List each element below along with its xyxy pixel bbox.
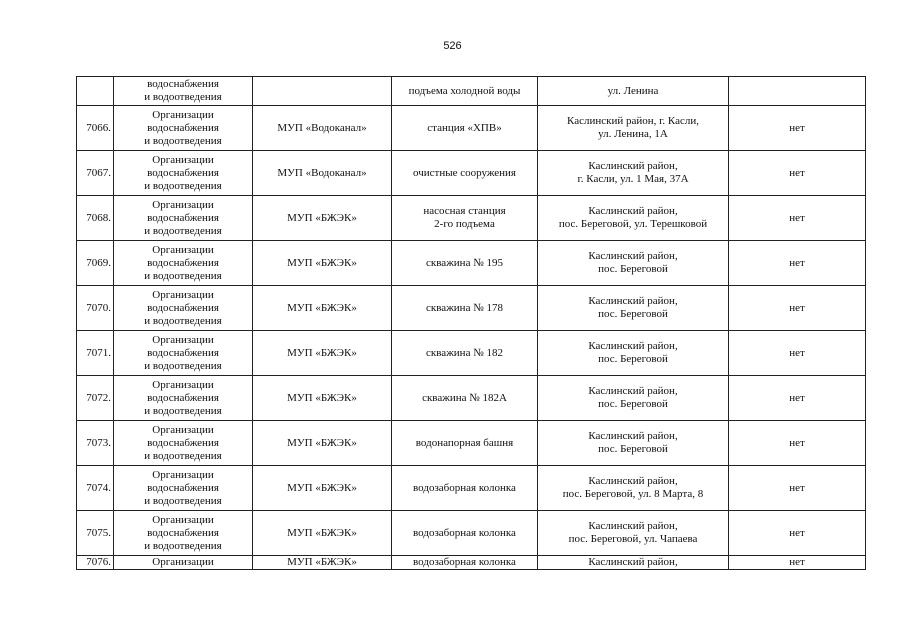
address-cell [538,241,729,286]
address-line: Каслинский район, [588,520,678,532]
table-row [77,421,866,466]
row-number-cell [77,376,114,421]
facility-cell [392,241,538,286]
address-line: ул. Ленина [607,84,659,97]
row-number-cell [77,241,114,286]
table-row [77,556,866,570]
operator-name: МУП «БЖЭК» [287,301,357,314]
organization-type-line: водоснабжения [147,391,219,404]
row-number: 7073. [86,436,111,449]
row-number-cell [77,466,114,511]
row-number: 7070. [86,301,111,314]
row-number-cell [77,421,114,466]
organization-type-line: Организации [152,423,214,436]
registry-table-body [77,77,866,570]
operator-cell [253,511,392,556]
table-row [77,511,866,556]
page-number: 526 [443,40,462,52]
status-cell [729,511,866,556]
status-value: нет [789,436,805,449]
organization-type-line: водоснабжения [147,121,219,134]
operator-name: МУП «Водоканал» [277,166,367,179]
organization-type-line: и водоотведения [144,269,222,282]
operator-name: МУП «БЖЭК» [287,526,357,539]
address-line: пос. Береговой [598,443,668,455]
table-row [77,376,866,421]
facility-name-line: скважина № 182 [426,346,503,359]
organization-type-cell [114,151,253,196]
facility-name-line: скважина № 195 [426,256,503,269]
facility-name-line: станция «ХПВ» [427,121,502,134]
status-value: нет [789,301,805,314]
table-row [77,241,866,286]
address-cell [538,466,729,511]
address-line: Каслинский район, [588,295,678,307]
organization-type-cell [114,106,253,151]
facility-name-line: 2-го подъема [434,218,495,230]
operator-cell [253,151,392,196]
address-cell [538,106,729,151]
status-value: нет [789,256,805,269]
facility-cell [392,511,538,556]
status-cell [729,241,866,286]
address-line: пос. Береговой [598,308,668,320]
facility-cell [392,376,538,421]
organization-type-line: и водоотведения [144,449,222,462]
organization-type-cell [114,241,253,286]
row-number: 7066. [86,121,111,134]
address-line: Каслинский район, [588,556,678,568]
organization-type-cell [114,466,253,511]
row-number-cell [77,286,114,331]
status-value: нет [789,121,805,134]
organization-type-line: Организации [152,243,214,256]
operator-cell [253,106,392,151]
status-value: нет [789,526,805,539]
status-cell [729,77,866,106]
row-number: 7069. [86,256,111,269]
table-row [77,77,866,106]
address-line: г. Касли, ул. 1 Мая, 37А [577,173,689,185]
row-number-cell [77,511,114,556]
address-cell [538,376,729,421]
organization-type-line: и водоотведения [144,314,222,327]
address-line: Каслинский район, г. Касли, [567,115,699,127]
organization-type-line: и водоотведения [144,134,222,147]
operator-cell [253,376,392,421]
status-value: нет [789,481,805,494]
facility-cell [392,331,538,376]
address-line: Каслинский район, [588,340,678,352]
organization-type-line: и водоотведения [144,179,222,192]
facility-name-line: скважина № 182А [422,391,507,404]
operator-name: МУП «Водоканал» [277,121,367,134]
status-value: нет [789,556,805,568]
operator-name: МУП «БЖЭК» [287,391,357,404]
organization-type-cell [114,556,253,570]
operator-cell [253,77,392,106]
row-number-cell [77,196,114,241]
address-cell [538,151,729,196]
address-line: пос. Береговой, ул. 8 Марта, 8 [562,488,704,500]
row-number: 7067. [86,166,111,179]
registry-table [76,76,866,570]
status-cell [729,556,866,570]
organization-type-line: и водоотведения [144,404,222,417]
organization-type-line: и водоотведения [144,91,222,103]
organization-type-line: Организации [152,468,214,481]
row-number: 7076. [86,556,111,568]
table-row [77,196,866,241]
facility-name-line: очистные сооружения [413,166,516,179]
status-cell [729,421,866,466]
facility-cell [392,286,538,331]
address-line: Каслинский район, [588,160,678,172]
organization-type-line: водоснабжения [147,301,219,314]
row-number: 7071. [86,346,111,359]
facility-name-line: подъема холодной воды [408,84,521,97]
address-line: Каслинский район, [588,250,678,262]
status-cell [729,151,866,196]
operator-cell [253,196,392,241]
organization-type-cell [114,511,253,556]
organization-type-line: и водоотведения [144,224,222,237]
operator-name: МУП «БЖЭК» [287,211,357,224]
address-cell [538,331,729,376]
organization-type-line: и водоотведения [144,359,222,372]
facility-cell [392,106,538,151]
facility-cell [392,196,538,241]
operator-name: МУП «БЖЭК» [287,481,357,494]
organization-type-line: водоснабжения [147,166,219,179]
organization-type-line: Организации [152,378,214,391]
organization-type-line: водоснабжения [147,78,219,90]
address-cell [538,421,729,466]
address-cell [538,556,729,570]
status-value: нет [789,346,805,359]
facility-cell [392,556,538,570]
facility-name-line: водозаборная колонка [413,481,516,494]
organization-type-cell [114,77,253,106]
organization-type-line: Организации [152,288,214,301]
organization-type-line: водоснабжения [147,526,219,539]
operator-name: МУП «БЖЭК» [287,346,357,359]
operator-name: МУП «БЖЭК» [287,436,357,449]
address-cell [538,286,729,331]
row-number: 7072. [86,391,111,404]
row-number-cell [77,331,114,376]
status-value: нет [789,391,805,404]
table-row [77,466,866,511]
organization-type-line: Организации [152,513,214,526]
organization-type-line: Организации [152,198,214,211]
organization-type-cell [114,421,253,466]
status-cell [729,376,866,421]
operator-cell [253,421,392,466]
organization-type-cell [114,286,253,331]
operator-cell [253,241,392,286]
organization-type-line: и водоотведения [144,494,222,507]
facility-cell [392,151,538,196]
row-number-cell [77,77,114,106]
address-line: Каслинский район, [588,385,678,397]
facility-cell [392,421,538,466]
organization-type-cell [114,376,253,421]
address-line: пос. Береговой [598,353,668,365]
organization-type-line: водоснабжения [147,481,219,494]
row-number-cell [77,556,114,570]
facility-name-line: водозаборная колонка [413,526,516,539]
operator-cell [253,466,392,511]
facility-cell [392,77,538,106]
address-line: пос. Береговой, ул. Чапаева [568,533,698,545]
status-cell [729,196,866,241]
status-cell [729,106,866,151]
organization-type-line: Организации [152,153,214,166]
facility-cell [392,466,538,511]
status-cell [729,466,866,511]
status-cell [729,286,866,331]
facility-name-line: насосная станция [423,205,506,217]
organization-type-line: водоснабжения [147,346,219,359]
operator-cell [253,556,392,570]
table-row [77,286,866,331]
organization-type-cell [114,331,253,376]
row-number: 7074. [86,481,111,494]
row-number-cell [77,106,114,151]
organization-type-line: и водоотведения [144,539,222,552]
address-cell [538,77,729,106]
table-row [77,106,866,151]
organization-type-line: водоснабжения [147,436,219,449]
operator-cell [253,331,392,376]
table-row [77,331,866,376]
facility-name-line: скважина № 178 [426,301,503,314]
operator-cell [253,286,392,331]
row-number-cell [77,151,114,196]
organization-type-line: Организации [152,556,214,568]
status-value: нет [789,166,805,179]
status-cell [729,331,866,376]
operator-name: МУП «БЖЭК» [287,256,357,269]
organization-type-line: Организации [152,108,214,121]
address-line: пос. Береговой [598,263,668,275]
row-number: 7068. [86,211,111,224]
table-row [77,151,866,196]
status-value: нет [789,211,805,224]
address-line: Каслинский район, [588,205,678,217]
address-line: ул. Ленина, 1А [598,128,668,140]
row-number: 7075. [86,526,111,539]
organization-type-cell [114,196,253,241]
address-cell [538,511,729,556]
address-line: Каслинский район, [588,475,678,487]
facility-name-line: водонапорная башня [415,436,514,449]
address-line: пос. Береговой, ул. Терешковой [558,218,708,230]
organization-type-line: водоснабжения [147,211,219,224]
operator-name: МУП «БЖЭК» [287,556,357,568]
address-line: Каслинский район, [588,430,678,442]
organization-type-line: водоснабжения [147,256,219,269]
organization-type-line: Организации [152,333,214,346]
address-cell [538,196,729,241]
facility-name-line: водозаборная колонка [413,556,516,568]
address-line: пос. Береговой [598,398,668,410]
